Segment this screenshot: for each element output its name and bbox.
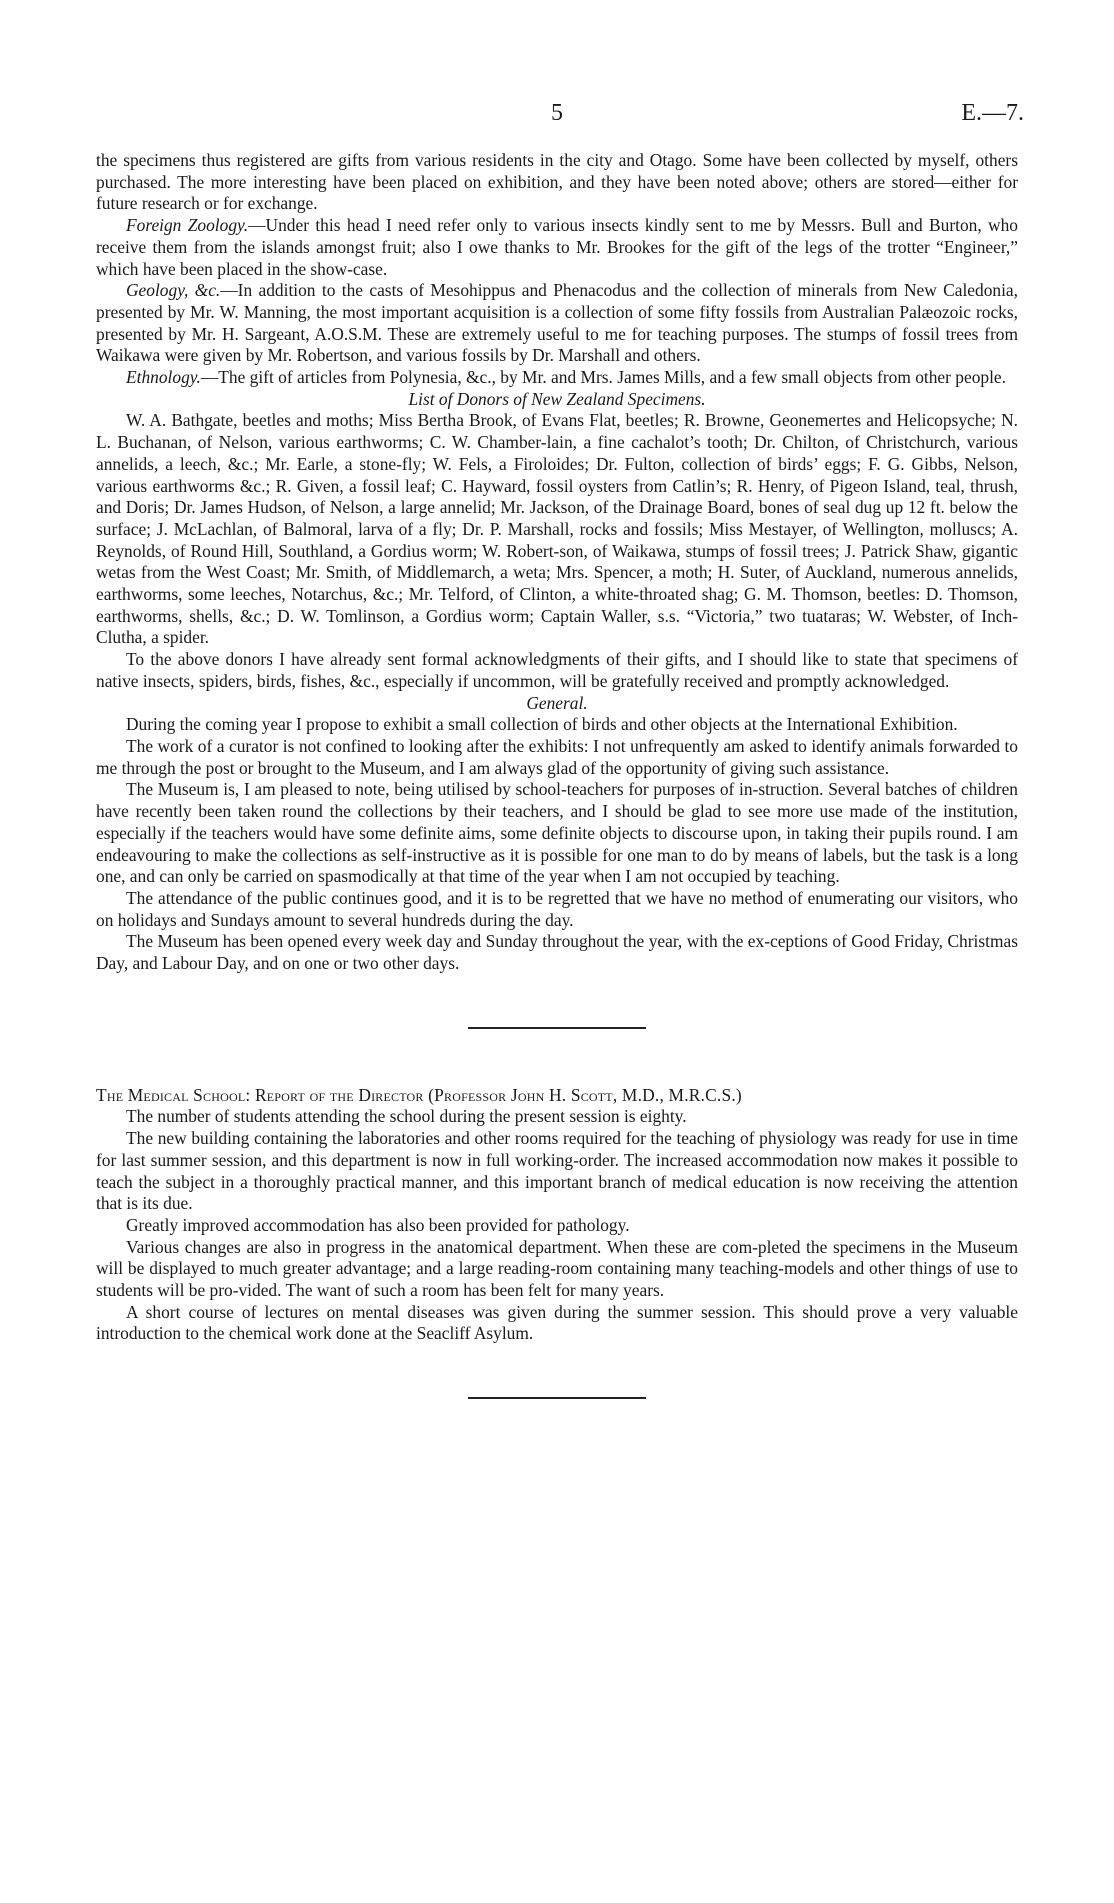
paragraph-school-teachers: The Museum is, I am pleased to note, being utilised by school-teachers for purposes of in-struction. Several batches of children have recently been taken round the collections by their teachers, and I should be glad to see more use made of the institution, especially if the teachers would have some definite aims, some definite objects to discourse upon, in taking their pupils round. I am endeavouring to make the collections as self-instructive as it is possible for one man to do by means of labels, but the task is a long one, and can only be carried on spasmodically at that time of the year when I am not occupied by teaching. [96,779,1018,887]
donors-heading: List of Donors of New Zealand Specimens. [408,388,706,409]
paragraph-exhibition: During the coming year I propose to exhibit a small collection of birds and other objects at the International Exhibition. [126,714,958,735]
general-heading: General. [526,692,588,713]
paragraph-geology [96,280,1018,367]
paragraph-medical-anatomy: Various changes are also in progress in the anatomical department. When these are com-pleted the specimens in the Museum will be displayed to much greater advantage; and a large reading-room containing many teaching-models and other things of use to students will be pro-vided. The want of such a room has been felt for many years. [96,1236,1018,1301]
paragraph-opening-days: The Museum has been opened every week day and Sunday throughout the year, with the ex-ceptions of Good Friday, Christmas Day, and Labour Day, and on one or two other days. [96,931,1018,974]
medical-school-title: The Medical School: Report of the Director (Professor John H. Scott, M.D., M.R.C.S.) [96,1084,742,1105]
paragraph-medical-pathology: Greatly improved accommodation has also been provided for pathology. [126,1214,630,1235]
paragraph-attendance: The attendance of the public continues good, and it is to be regretted that we have no method of enumerating our visitors, who on holidays and Sundays amount to several hundreds during the day. [96,887,1018,930]
paragraph-ethnology [96,367,1018,389]
document-code: E.—7. [961,100,1024,126]
geology-heading: Geology, &c. [126,280,221,301]
paragraph-foreign-zoology [96,215,1018,280]
paragraph-donors-list: W. A. Bathgate, beetles and moths; Miss Bertha Brook, of Evans Flat, beetles; R. Browne, Geonemertes and Helicopsyche; N. L. Buchanan, of Nelson, various earthworms; C. W. Chamber-lain, a fine cachalot’s tooth; Dr. Chilton, of Christchurch, various annelids, a leech, &c.; Mr. Earle, a stone-fly; W. Fels, a Firoloides; Dr. Fulton, collection of birds’ eggs; F. G. Gibbs, Nelson, various earthworms &c.; R. Given, a fossil leaf; C. Hayward, fossil oysters from Catlin’s; R. Henry, of Pigeon Island, teal, thrush, and Doris; Dr. James Hudson, of Nelson, a large annelid; Mr. Jackson, of the Drainage Board, bones of seal dug up 12 ft. below the surface; J. McLachlan, of Balmoral, larva of a fly; Dr. P. Marshall, rocks and fossils; Miss Mestayer, of Wellington, molluscs; A. Reynolds, of Round Hill, Southland, a Gordius worm; W. Robert-son, of Waikawa, stumps of fossil trees; J. Patrick Shaw, gigantic wetas from the West Coast; Mr. Smith, of Middlemarch, a weta; Mrs. Spencer, a moth; H. Suter, of Auckland, numerous annelids, earthworms, some leeches, Notarchus, &c.; Mr. Telford, of Clinton, a white-throated shag; G. M. Thomson, beetles: D. Thomson, earthworms, shells, &c.; D. W. Tomlinson, a Gordius worm; Captain Waller, s.s. “Victoria,” two tuataras; W. Webster, of Inch-Clutha, a spider. [96,410,1018,648]
ethnology-heading: Ethnology. [126,367,201,388]
paragraph-curator-work: The work of a curator is not confined to looking after the exhibits: I not unfrequently am asked to identify animals forwarded to me through the post or brought to the Museum, and I am always glad of the opportunity of giving such assistance. [96,735,1018,778]
foreign-zoology-text: —Under this head I need refer only to various insects kindly sent to me by Messrs. Bull and Burton, who receive them from the islands amongst fruit; also I owe thanks to Mr. Brookes for the gift of the legs of the trotter “Engineer,” which have been placed in the show-case. [96,215,1019,279]
page-header [90,100,1024,140]
document-body [96,150,1018,1399]
paragraph-registered-specimens: the specimens thus registered are gifts from various residents in the city and Otago. Some have been collected by myself, others purchased. The more interesting have been placed on exhibition, and they have been noted above; others are stored—either for future research or for exchange. [96,150,1018,214]
paragraph-medical-lectures: A short course of lectures on mental diseases was given during the summer session. This should prove a very valuable introduction to the chemical work done at the Seacliff Asylum. [96,1301,1018,1344]
paragraph-medical-students: The number of students attending the school during the present session is eighty. [126,1106,687,1127]
section-divider [468,1027,646,1029]
page-number: 5 [551,100,563,126]
geology-text: —In addition to the casts of Mesohippus and Phenacodus and the collection of minerals from New Caledonia, presented by Mr. W. Manning, the most important acquisition is a collection of some fifty fossils from Australian Palæozoic rocks, presented by Mr. H. Sargeant, A.O.S.M. These are extremely useful to me for teaching purposes. The stumps of fossil trees from Waikawa were given by Mr. Robertson, and various fossils by Dr. Marshall and others. [96,280,1018,366]
paragraph-medical-building: The new building containing the laboratories and other rooms required for the teaching of physiology was ready for use in time for last summer session, and this department is now in full working-order. The increased accommodation now makes it possible to teach the subject in a thoroughly practical manner, and this important branch of medical education is now receiving the attention that is its due. [96,1128,1018,1214]
foreign-zoology-heading: Foreign Zoology. [126,215,249,236]
paragraph-donors-thanks: To the above donors I have already sent formal acknowledgments of their gifts, and I should like to state that specimens of native insects, spiders, birds, fishes, &c., especially if uncommon, will be gratefully received and promptly acknowledged. [96,649,1018,691]
ethnology-text: —The gift of articles from Polynesia, &c., by Mr. and Mrs. James Mills, and a few small objects from other people. [200,367,1006,388]
end-divider [468,1397,646,1399]
